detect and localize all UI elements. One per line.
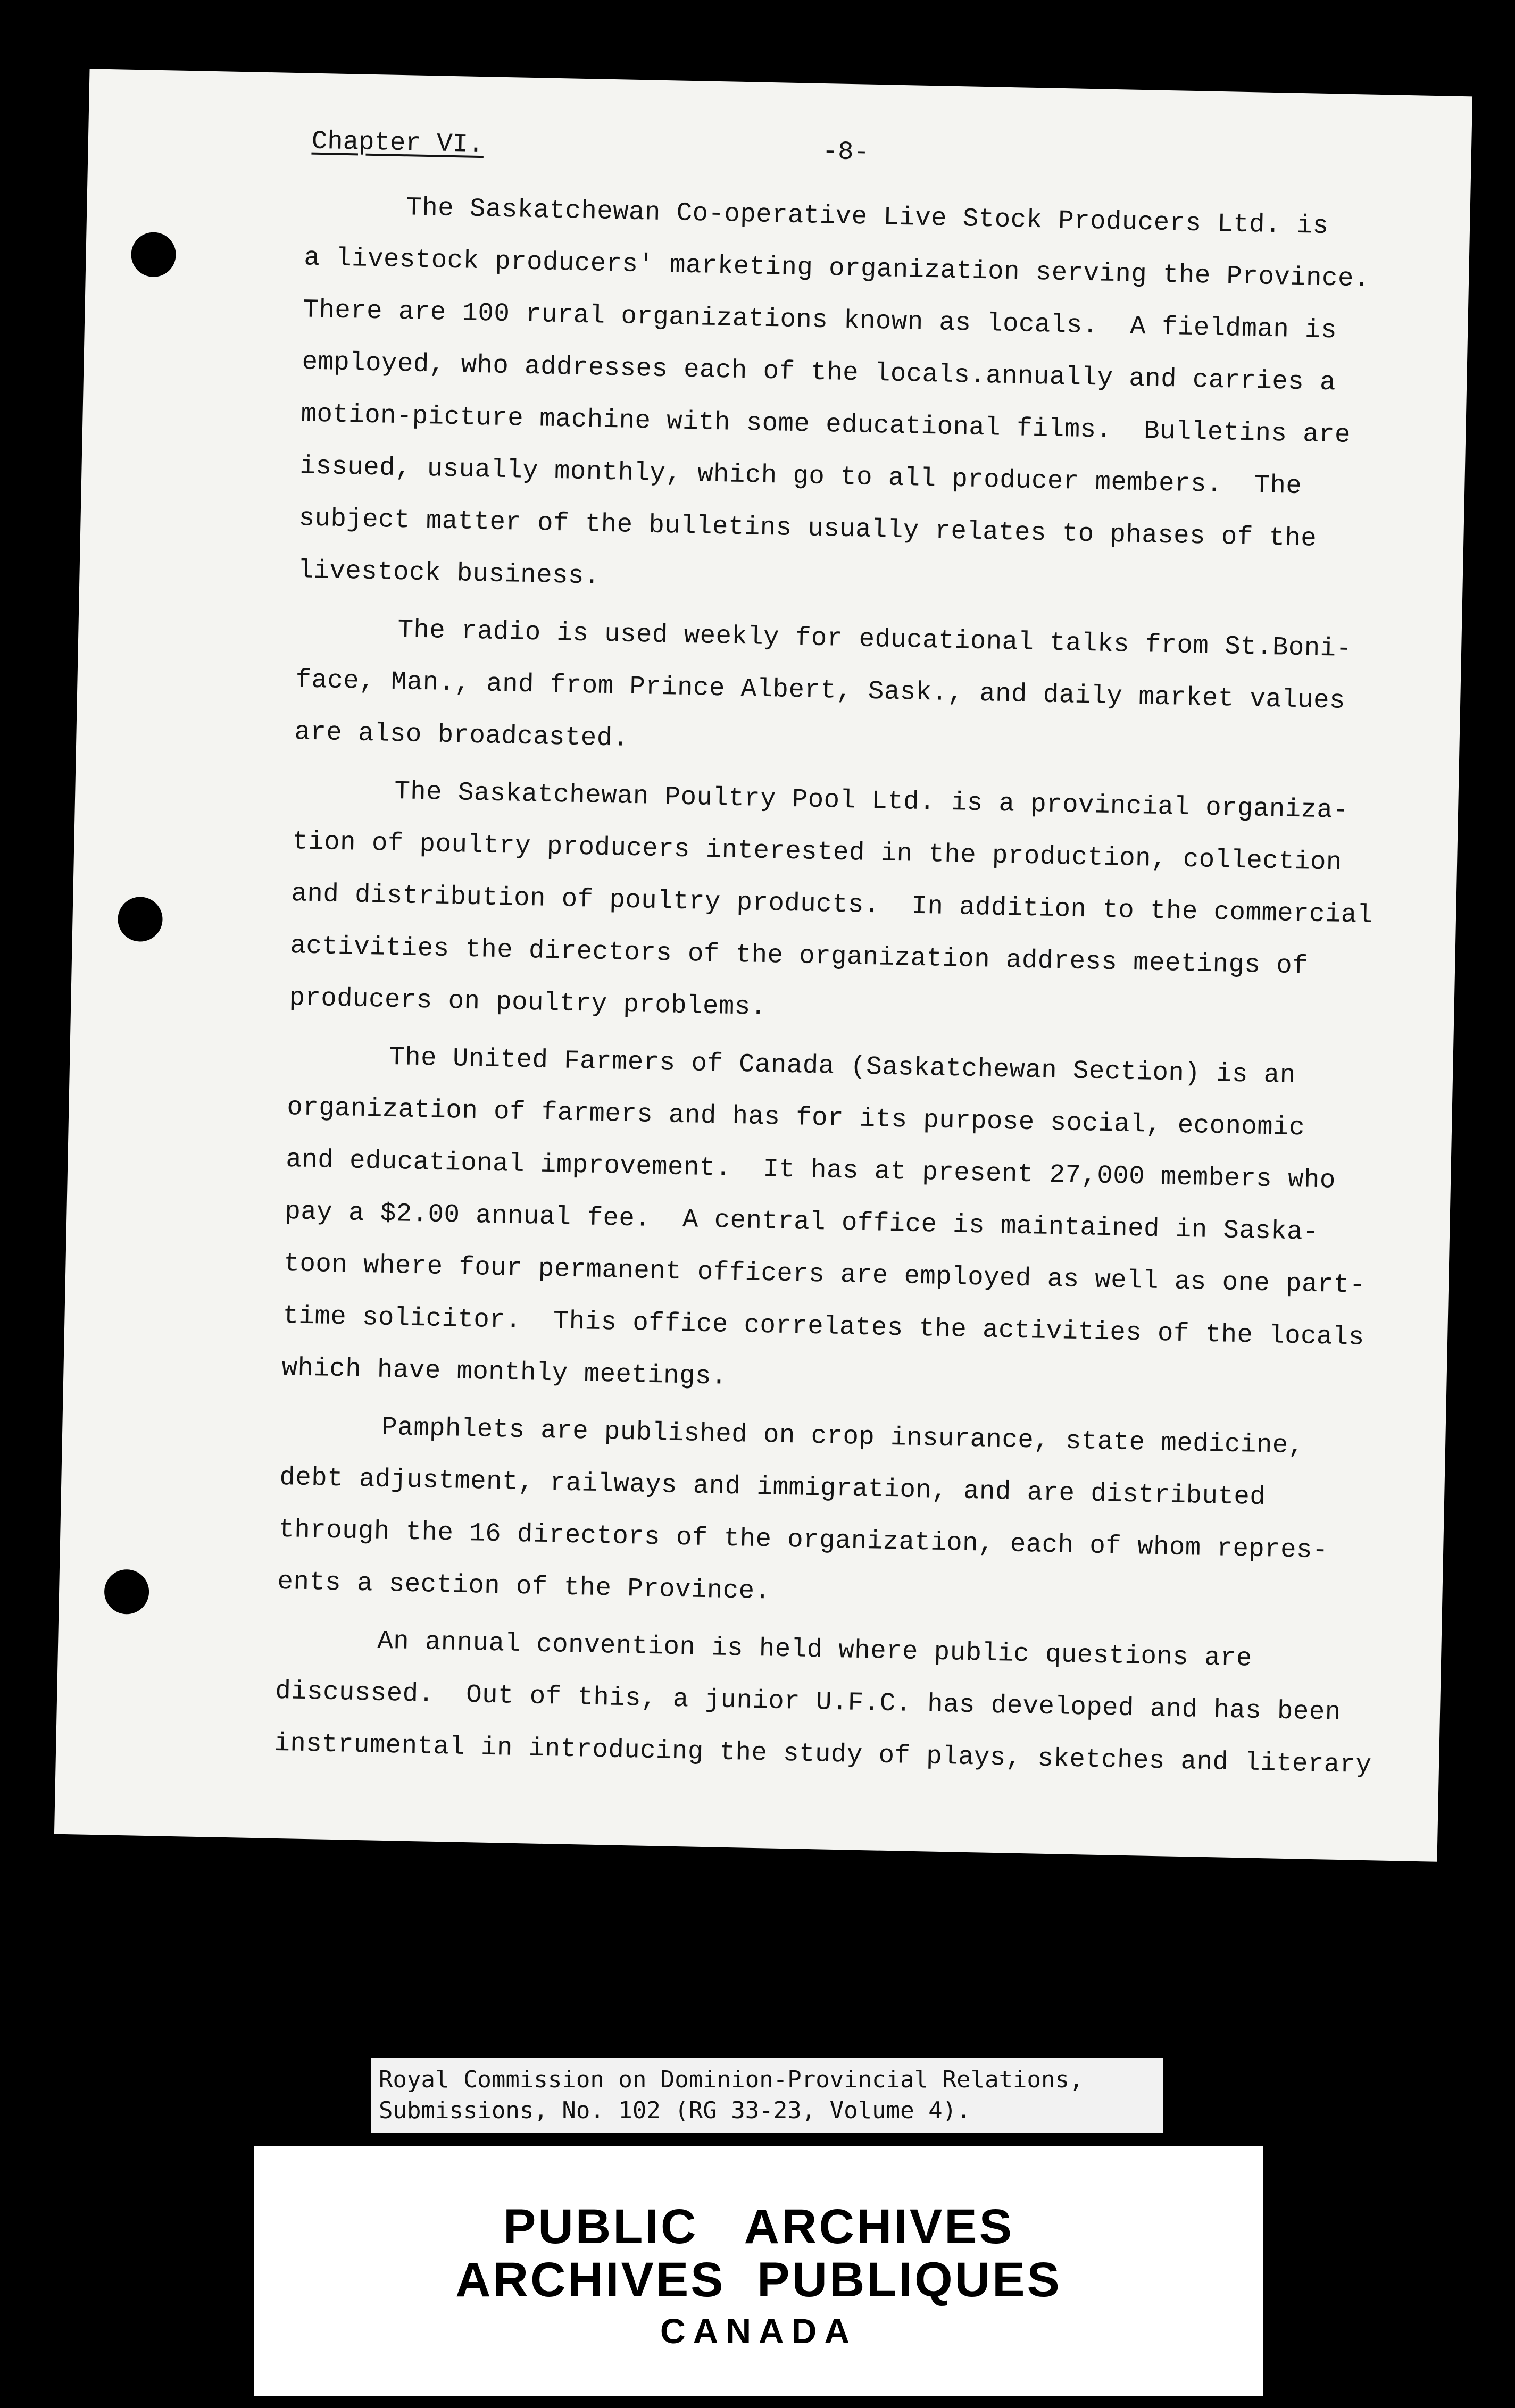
text-line: discussed. Out of this, a junior U.F.C. has developed and has been [274, 1676, 1342, 1728]
text-line: subject matter of the bulletins usually relates to phases of the [298, 503, 1317, 554]
archives-line-english: PUBLIC ARCHIVES [503, 2200, 1014, 2254]
text-line: instrumental in introducing the study of plays, sketches and literary [273, 1728, 1372, 1780]
text-line: The radio is used weekly for educational talks from St.Boni- [397, 615, 1353, 664]
text-line: are also broadcasted. [294, 717, 629, 754]
text-line: debt adjustment, railways and immigration, and are distributed [279, 1462, 1266, 1512]
text-line: a livestock producers' marketing organization serving the Province. [303, 243, 1370, 294]
page-header [311, 127, 1376, 185]
text-line: livestock business. [297, 555, 601, 591]
text-line: activities the directors of the organization address meetings of [289, 931, 1309, 981]
text-line: The Saskatchewan Poultry Pool Ltd. is a provincial organiza- [394, 776, 1349, 826]
text-line: ents a section of the Province. [277, 1566, 771, 1607]
paragraph [273, 1613, 1393, 1792]
archives-line-french: ARCHIVES PUBLIQUES [455, 2253, 1062, 2307]
text-line: which have monthly meetings. [281, 1352, 728, 1392]
document-page [54, 69, 1472, 1862]
text-line: face, Man., and from Prince Albert, Sask., and daily market values [295, 665, 1346, 716]
text-line: toon where four permanent officers are employed as well as one part- [283, 1249, 1366, 1300]
paragraph [294, 601, 1414, 780]
text-line: tion of poultry producers interested in the production, collection [292, 826, 1343, 877]
text-line: producers on poultry problems. [289, 983, 767, 1023]
text-line: motion-picture machine with some educational films. Bulletins are [301, 399, 1351, 450]
text-line: organization of farmers and has for its purpose social, economic [286, 1092, 1305, 1143]
text-line: through the 16 directors of the organization, each of whom repres- [278, 1514, 1329, 1566]
text-line: time solicitor. This office correlates the activities of the locals [282, 1301, 1365, 1352]
citation-label [371, 2058, 1163, 2133]
text-line: and distribution of poultry products. In addition to the commercial [290, 879, 1374, 930]
chapter-heading: Chapter VI. [311, 126, 484, 160]
text-line: Pamphlets are published on crop insurance, state medicine, [381, 1412, 1305, 1461]
text-line: There are 100 rural organizations known as locals. A fieldman is [303, 295, 1337, 346]
paragraph [297, 179, 1422, 618]
punch-hole [104, 1569, 149, 1615]
text-line: and educational improvement. It has at present 27,000 members who [285, 1144, 1336, 1195]
page-number: -8- [822, 136, 870, 168]
text-line: pay a $2.00 annual fee. A central office is maintained in Saska- [284, 1197, 1319, 1248]
punch-hole [131, 232, 177, 278]
paragraph [289, 763, 1411, 1046]
text-line: An annual convention is held where public questions are [377, 1626, 1253, 1674]
text-line: issued, usually monthly, which go to all producer members. The [299, 451, 1302, 501]
archives-line-country: CANADA [660, 2311, 857, 2351]
text-line: employed, who addresses each of the locals.annually and carries a [302, 347, 1336, 398]
paragraph [277, 1399, 1398, 1630]
punch-hole [118, 897, 163, 942]
document-body [273, 179, 1422, 1797]
citation-line: Submissions, No. 102 (RG 33-23, Volume 4). [379, 2097, 971, 2124]
archives-stamp [254, 2146, 1263, 2396]
text-line: The United Farmers of Canada (Saskatchewan Section) is an [388, 1042, 1296, 1091]
text-line: The Saskatchewan Co-operative Live Stock Producers Ltd. is [405, 193, 1329, 241]
paragraph [281, 1029, 1405, 1416]
citation-line: Royal Commission on Dominion-Provincial Relations, [379, 2066, 1084, 2093]
